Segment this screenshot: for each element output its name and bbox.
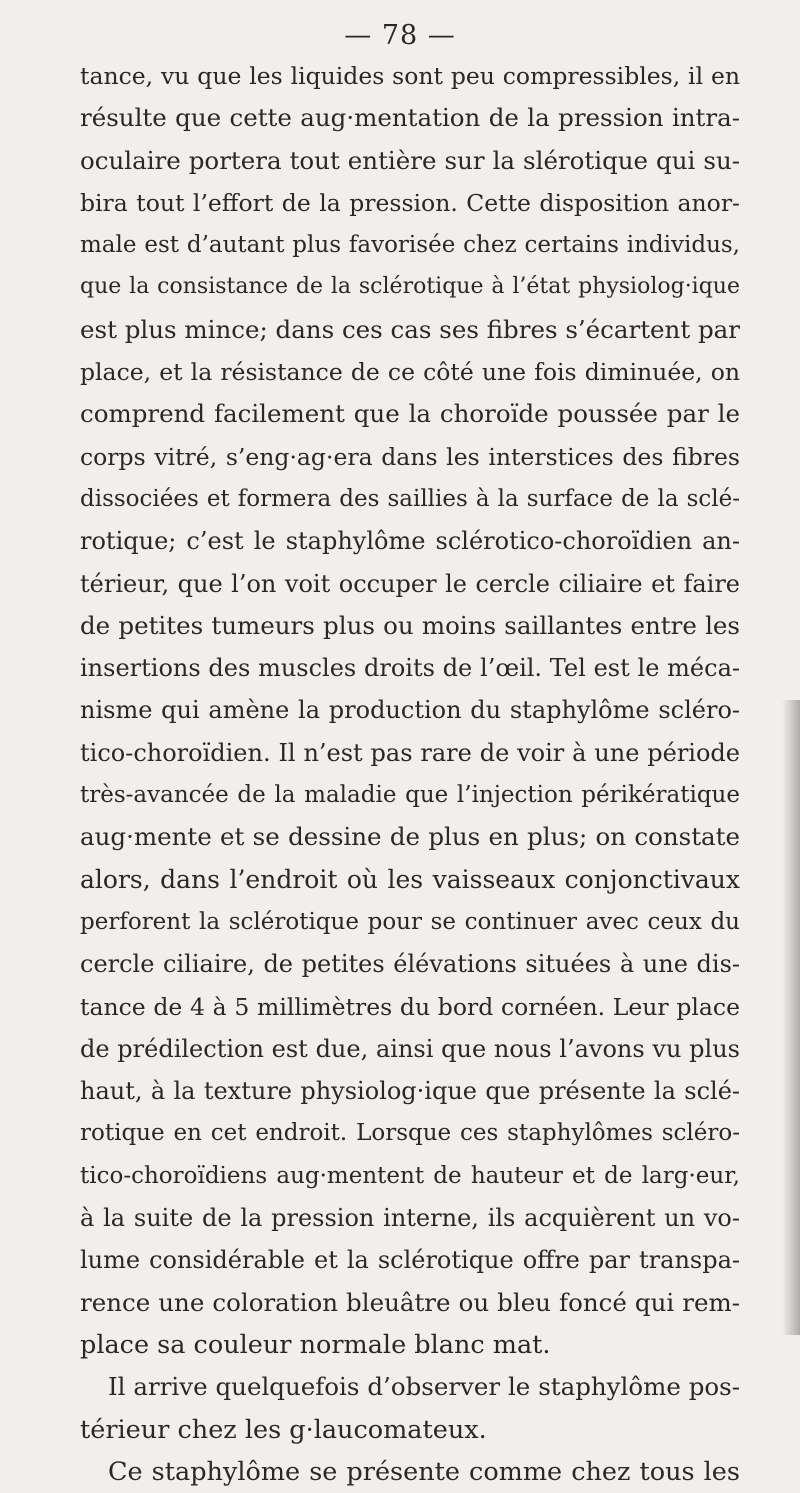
text-line: aug·mente et se dessine de plus en plus; on constate bbox=[80, 822, 740, 852]
text-line: bira tout l’effort de la pression. Cette disposition anor- bbox=[80, 188, 740, 217]
text-line: de petites tumeurs plus ou moins saillantes entre les bbox=[80, 610, 740, 640]
text-line: tance, vu que les liquides sont peu compressibles, il en bbox=[80, 62, 740, 90]
text-line: comprend facilement que la choroïde poussée par le bbox=[80, 399, 740, 429]
text-line: que la consistance de la sclérotique à l’état physiolog·ique bbox=[80, 274, 740, 300]
text-line: place sa couleur normale blanc mat. bbox=[80, 1329, 551, 1360]
text-line: perforent la sclérotique pour se continuer avec ceux du bbox=[80, 908, 740, 935]
text-line: Il arrive quelquefois d’observer le staphylôme pos- bbox=[108, 1372, 740, 1402]
page-edge-shadow bbox=[782, 700, 800, 1335]
text-line: corps vitré, s’eng·ag·era dans les interstices des fibres bbox=[80, 442, 740, 471]
text-line: male est d’autant plus favorisée chez certains individus, bbox=[80, 232, 740, 259]
text-line: rotique; c’est le staphylôme sclérotico-choroïdien an- bbox=[80, 527, 740, 556]
text-line: lume considérable et la sclérotique offre par transpa- bbox=[80, 1246, 740, 1275]
text-line: de prédilection est due, ainsi que nous l’avons vu plus bbox=[80, 1034, 740, 1063]
body-text bbox=[80, 55, 740, 1493]
text-line: tico-choroïdien. Il n’est pas rare de voir à une période bbox=[80, 738, 740, 767]
text-line: très-avancée de la maladie que l’injection périkératique bbox=[80, 782, 740, 809]
text-line: cercle ciliaire, de petites élévations situées à une dis- bbox=[80, 950, 740, 979]
text-line: tico-choroïdiens aug·mentent de hauteur et de larg·eur, bbox=[80, 1162, 740, 1189]
text-line: haut, à la texture physiolog·ique que présente la sclé- bbox=[80, 1077, 740, 1106]
text-line: place, et la résistance de ce côté une fois diminuée, on bbox=[80, 358, 740, 387]
text-line: rotique en cet endroit. Lorsque ces staphylômes scléro- bbox=[80, 1120, 740, 1147]
text-line: Ce staphylôme se présente comme chez tous les bbox=[108, 1456, 740, 1487]
text-line: térieur, que l’on voit occuper le cercle ciliaire et faire bbox=[80, 569, 740, 598]
text-line: oculaire portera tout entière sur la slérotique qui su- bbox=[80, 145, 740, 175]
text-line: insertions des muscles droits de l’œil. Tel est le méca- bbox=[80, 654, 740, 683]
text-line: à la suite de la pression interne, ils acquièrent un vo- bbox=[80, 1204, 740, 1233]
text-line: alors, dans l’endroit où les vaisseaux conjonctivaux bbox=[80, 864, 740, 894]
page-number: — 78 — bbox=[344, 20, 456, 51]
text-line: térieur chez les g·laucomateux. bbox=[80, 1414, 487, 1445]
text-line: rence une coloration bleuâtre ou bleu foncé qui rem- bbox=[80, 1287, 740, 1317]
text-line: nisme qui amène la production du staphylôme scléro- bbox=[80, 696, 740, 725]
text-line: résulte que cette aug·mentation de la pression intra- bbox=[80, 103, 740, 133]
text-line: tance de 4 à 5 millimètres du bord cornéen. Leur place bbox=[80, 992, 740, 1021]
text-line: est plus mince; dans ces cas ses fibres s’écartent par bbox=[80, 314, 740, 344]
text-line: dissociées et formera des saillies à la surface de la sclé- bbox=[80, 485, 740, 512]
